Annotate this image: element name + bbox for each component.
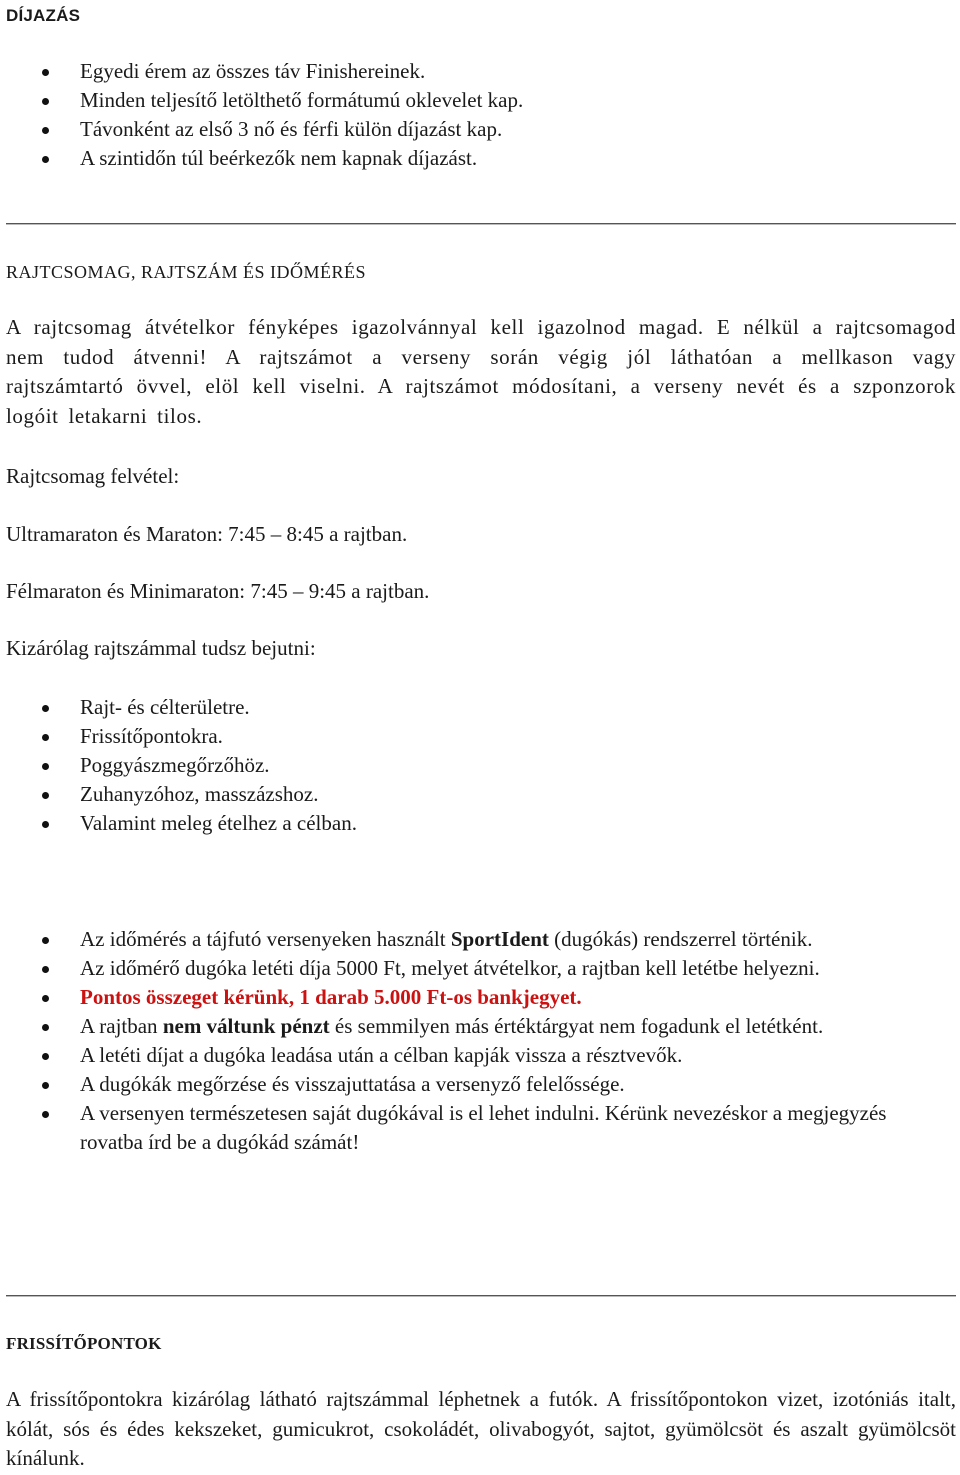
- pickup-label: Rajtcsomag felvétel:: [6, 464, 180, 488]
- list-item: A dugókák megőrzése és visszajuttatása a versenyző felelőssége.: [0, 1070, 940, 1099]
- timing-list: [0, 925, 940, 1157]
- list-item: Zuhanyzóhoz, masszázshoz.: [0, 780, 940, 809]
- sportident-label: SportIdent: [450, 927, 549, 951]
- rajtcsomag-paragraph: A rajtcsomag átvételkor fényképes igazolvánnyal kell igazolnod magad. E nélkül a rajtcsomagod nem tudod átvenni! A rajtszámot a verseny során végig jól láthatóan a mellkason vagy rajtszámtartó övvel, elöl kell viselni. A rajtszámot módosítani, a verseny nevét és a szponzorok logóit letakarni tilos.: [6, 315, 956, 428]
- list-item: A szintidőn túl beérkezők nem kapnak díjazást.: [0, 144, 940, 173]
- list-item: Egyedi érem az összes táv Finishereinek.: [0, 57, 940, 86]
- list-item: Távonként az első 3 nő és férfi külön díjazást kap.: [0, 115, 940, 144]
- section-divider: [6, 1295, 956, 1296]
- list-item: A versenyen természetesen saját dugókával is el lehet indulni. Kérünk nevezéskor a megjegyzés rovatba írd be a dugókád számát!: [0, 1099, 940, 1157]
- list-item: Minden teljesítő letölthető formátumú oklevelet kap.: [0, 86, 940, 115]
- list-item: A letéti díjat a dugóka leadása után a célban kapják vissza a résztvevők.: [0, 1041, 940, 1070]
- list-item: Rajt- és célterületre.: [0, 693, 940, 722]
- dijazas-list: [0, 57, 940, 173]
- list-item: Valamint meleg ételhez a célban.: [0, 809, 940, 838]
- access-list: [0, 693, 940, 838]
- section-title-frissito: FRISSÍTŐPONTOK: [6, 1334, 162, 1353]
- list-item: Az időmérés a tájfutó versenyeken használt SportIdent (dugókás) rendszerrel történik.: [0, 925, 940, 954]
- pickup-half: Félmaraton és Minimaraton: 7:45 – 9:45 a rajtban.: [6, 579, 430, 603]
- list-item: Frissítőpontokra.: [0, 722, 940, 751]
- list-item: Pontos összeget kérünk, 1 darab 5.000 Ft-os bankjegyet.: [0, 983, 940, 1012]
- no-exchange-label: nem váltunk pénzt: [162, 1014, 330, 1038]
- access-label: Kizárólag rajtszámmal tudsz bejutni:: [6, 636, 316, 660]
- list-item: A rajtban nem váltunk pénzt és semmilyen más értéktárgyat nem fogadunk el letétként.: [0, 1012, 940, 1041]
- list-item: Poggyászmegőrzőhöz.: [0, 751, 940, 780]
- list-item: Az időmérő dugóka letéti díja 5000 Ft, melyet átvételkor, a rajtban kell letétbe helyezni.: [0, 954, 940, 983]
- pickup-ultra: Ultramaraton és Maraton: 7:45 – 8:45 a rajtban.: [6, 522, 408, 546]
- section-title-dijazas: DÍJAZÁS: [6, 6, 81, 25]
- section-title-rajtcsomag: RAJTCSOMAG, RAJTSZÁM ÉS IDŐMÉRÉS: [6, 262, 367, 282]
- frissito-paragraph: A frissítőpontokra kizárólag látható rajtszámmal léphetnek a futók. A frissítőpontokon vizet, izotóniás italt, kólát, sós és édes kekszeket, gumicukrot, csokoládét, olivabogyót, sajtot, gyümölcsöt és aszalt gyümölcsöt kínálunk.: [6, 1387, 956, 1470]
- section-divider: [6, 223, 956, 224]
